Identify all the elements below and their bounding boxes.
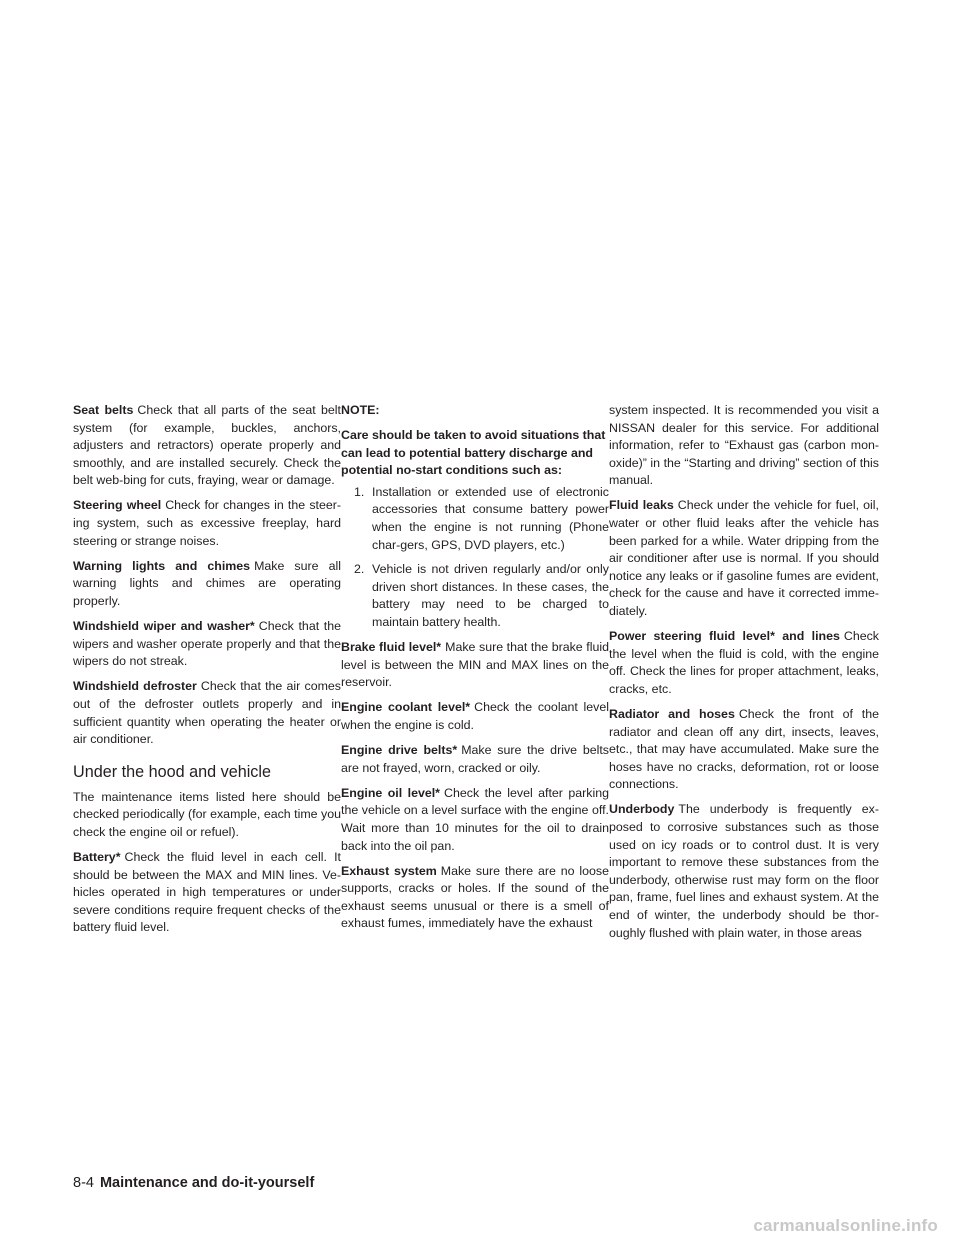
drive-belts-paragraph: Engine drive belts* Make sure the drive belts are not frayed, worn, cracked or oily. <box>341 743 609 775</box>
battery-paragraph: Battery* Check the fluid level in each cell. It should be between the MAX and MIN lines. Ve-hicles operated in high temperatures or under severe conditions require frequent checks of the battery fluid level. <box>73 849 341 935</box>
power-steering-paragraph: Power steering fluid level* and lines Check the level when the fluid is cold, with the engine off. Check the lines for proper attachment, leaks, cracks, etc. <box>609 629 879 696</box>
column-3 <box>609 402 879 950</box>
note-label: NOTE: <box>341 403 380 417</box>
engine-oil-paragraph: Engine oil level* Check the level after parking the vehicle on a level surface with the engine off. Wait more than 10 minutes for the oil to drain back into the oil pan. <box>341 785 610 853</box>
note-list <box>341 484 609 632</box>
exhaust-paragraph: Exhaust system Make sure there are no loose supports, cracks or holes. If the sound of the exhaust seems unusual or there is a smell of exhaust fumes, immediately have the exhaust <box>341 863 609 931</box>
watermark: carmanualsonline.info <box>753 1216 938 1235</box>
list-item: 2. Vehicle is not driven regularly and/or only driven short distances. In these cases, the battery may need to be charged to maintain battery health. <box>354 562 609 630</box>
note-text: Care should be taken to avoid situations that can lead to potential battery discharge and potential no-start conditions such as: <box>341 428 606 478</box>
coolant-paragraph: Engine coolant level* Check the coolant level when the engine is cold. <box>341 700 609 732</box>
section-title: Maintenance and do-it-yourself <box>99 1175 315 1191</box>
list-item: 1. Installation or extended use of electronic accessories that consume battery power when the engine is not running (Phone char-gers, GPS, DVD players, etc.) <box>354 484 609 552</box>
warning-lights-paragraph: Warning lights and chimes Make sure all warning lights and chimes are operating properly. <box>73 558 341 608</box>
page-number: 8-4 <box>73 1175 94 1191</box>
column-1 <box>73 402 341 944</box>
exhaust-continued-paragraph: system inspected. It is recommended you visit a NISSAN dealer for this service. For additional information, refer to “Exhaust gas (carbon mon-oxide)” in the “Starting and driving” section of this manual. <box>609 403 879 488</box>
section-heading: Under the hood and vehicle <box>73 762 271 781</box>
underbody-paragraph: Underbody The underbody is frequently ex-posed to corrosive substances such as those used on icy roads or to control dust. It is very important to remove these substances from the underbody, otherwise rust may form on the floor pan, frame, fuel lines and exhaust system. At the end of winter, the underbody should be thor-oughly flushed with plain water, in those areas <box>609 802 879 940</box>
fluid-leaks-paragraph: Fluid leaks Check under the vehicle for fuel, oil, water or other fluid leaks after the vehicle has been parked for a while. Water dripping from the air conditioner after use is normal. If you should notice any leaks or if gasoline fumes are evident, check for the cause and have it corrected imme-diately. <box>609 498 880 619</box>
seat-belts-paragraph: Seat belts Check that all parts of the seat belt system (for example, buckles, anchors, adjusters and retractors) operate properly and smoothly, and are installed securely. Check the belt web-bing for cuts, fraying, wear or damage. <box>73 403 341 488</box>
column-2 <box>341 402 609 941</box>
brake-fluid-paragraph: Brake fluid level* Make sure that the brake fluid level is between the MIN and MAX lines on the reservoir. <box>341 640 610 690</box>
steering-wheel-paragraph: Steering wheel Check for changes in the steer-ing system, such as excessive freeplay, hard steering or strange noises. <box>73 498 342 548</box>
wiper-washer-paragraph: Windshield wiper and washer* Check that the wipers and washer operate properly and that the wipers do not streak. <box>73 619 341 669</box>
page-footer <box>73 1174 314 1192</box>
defroster-paragraph: Windshield defroster Check that the air comes out of the defroster outlets properly and in sufficient quantity when operating the heater or air conditioner. <box>73 679 341 747</box>
radiator-paragraph: Radiator and hoses Check the front of the radiator and clean off any dirt, insects, leaves, etc., that may have accumulated. Make sure the hoses have no cracks, deformation, rot or loose connections. <box>609 707 880 792</box>
section-intro: The maintenance items listed here should be checked periodically (for example, each time you check the engine oil or refuel). <box>73 789 341 839</box>
